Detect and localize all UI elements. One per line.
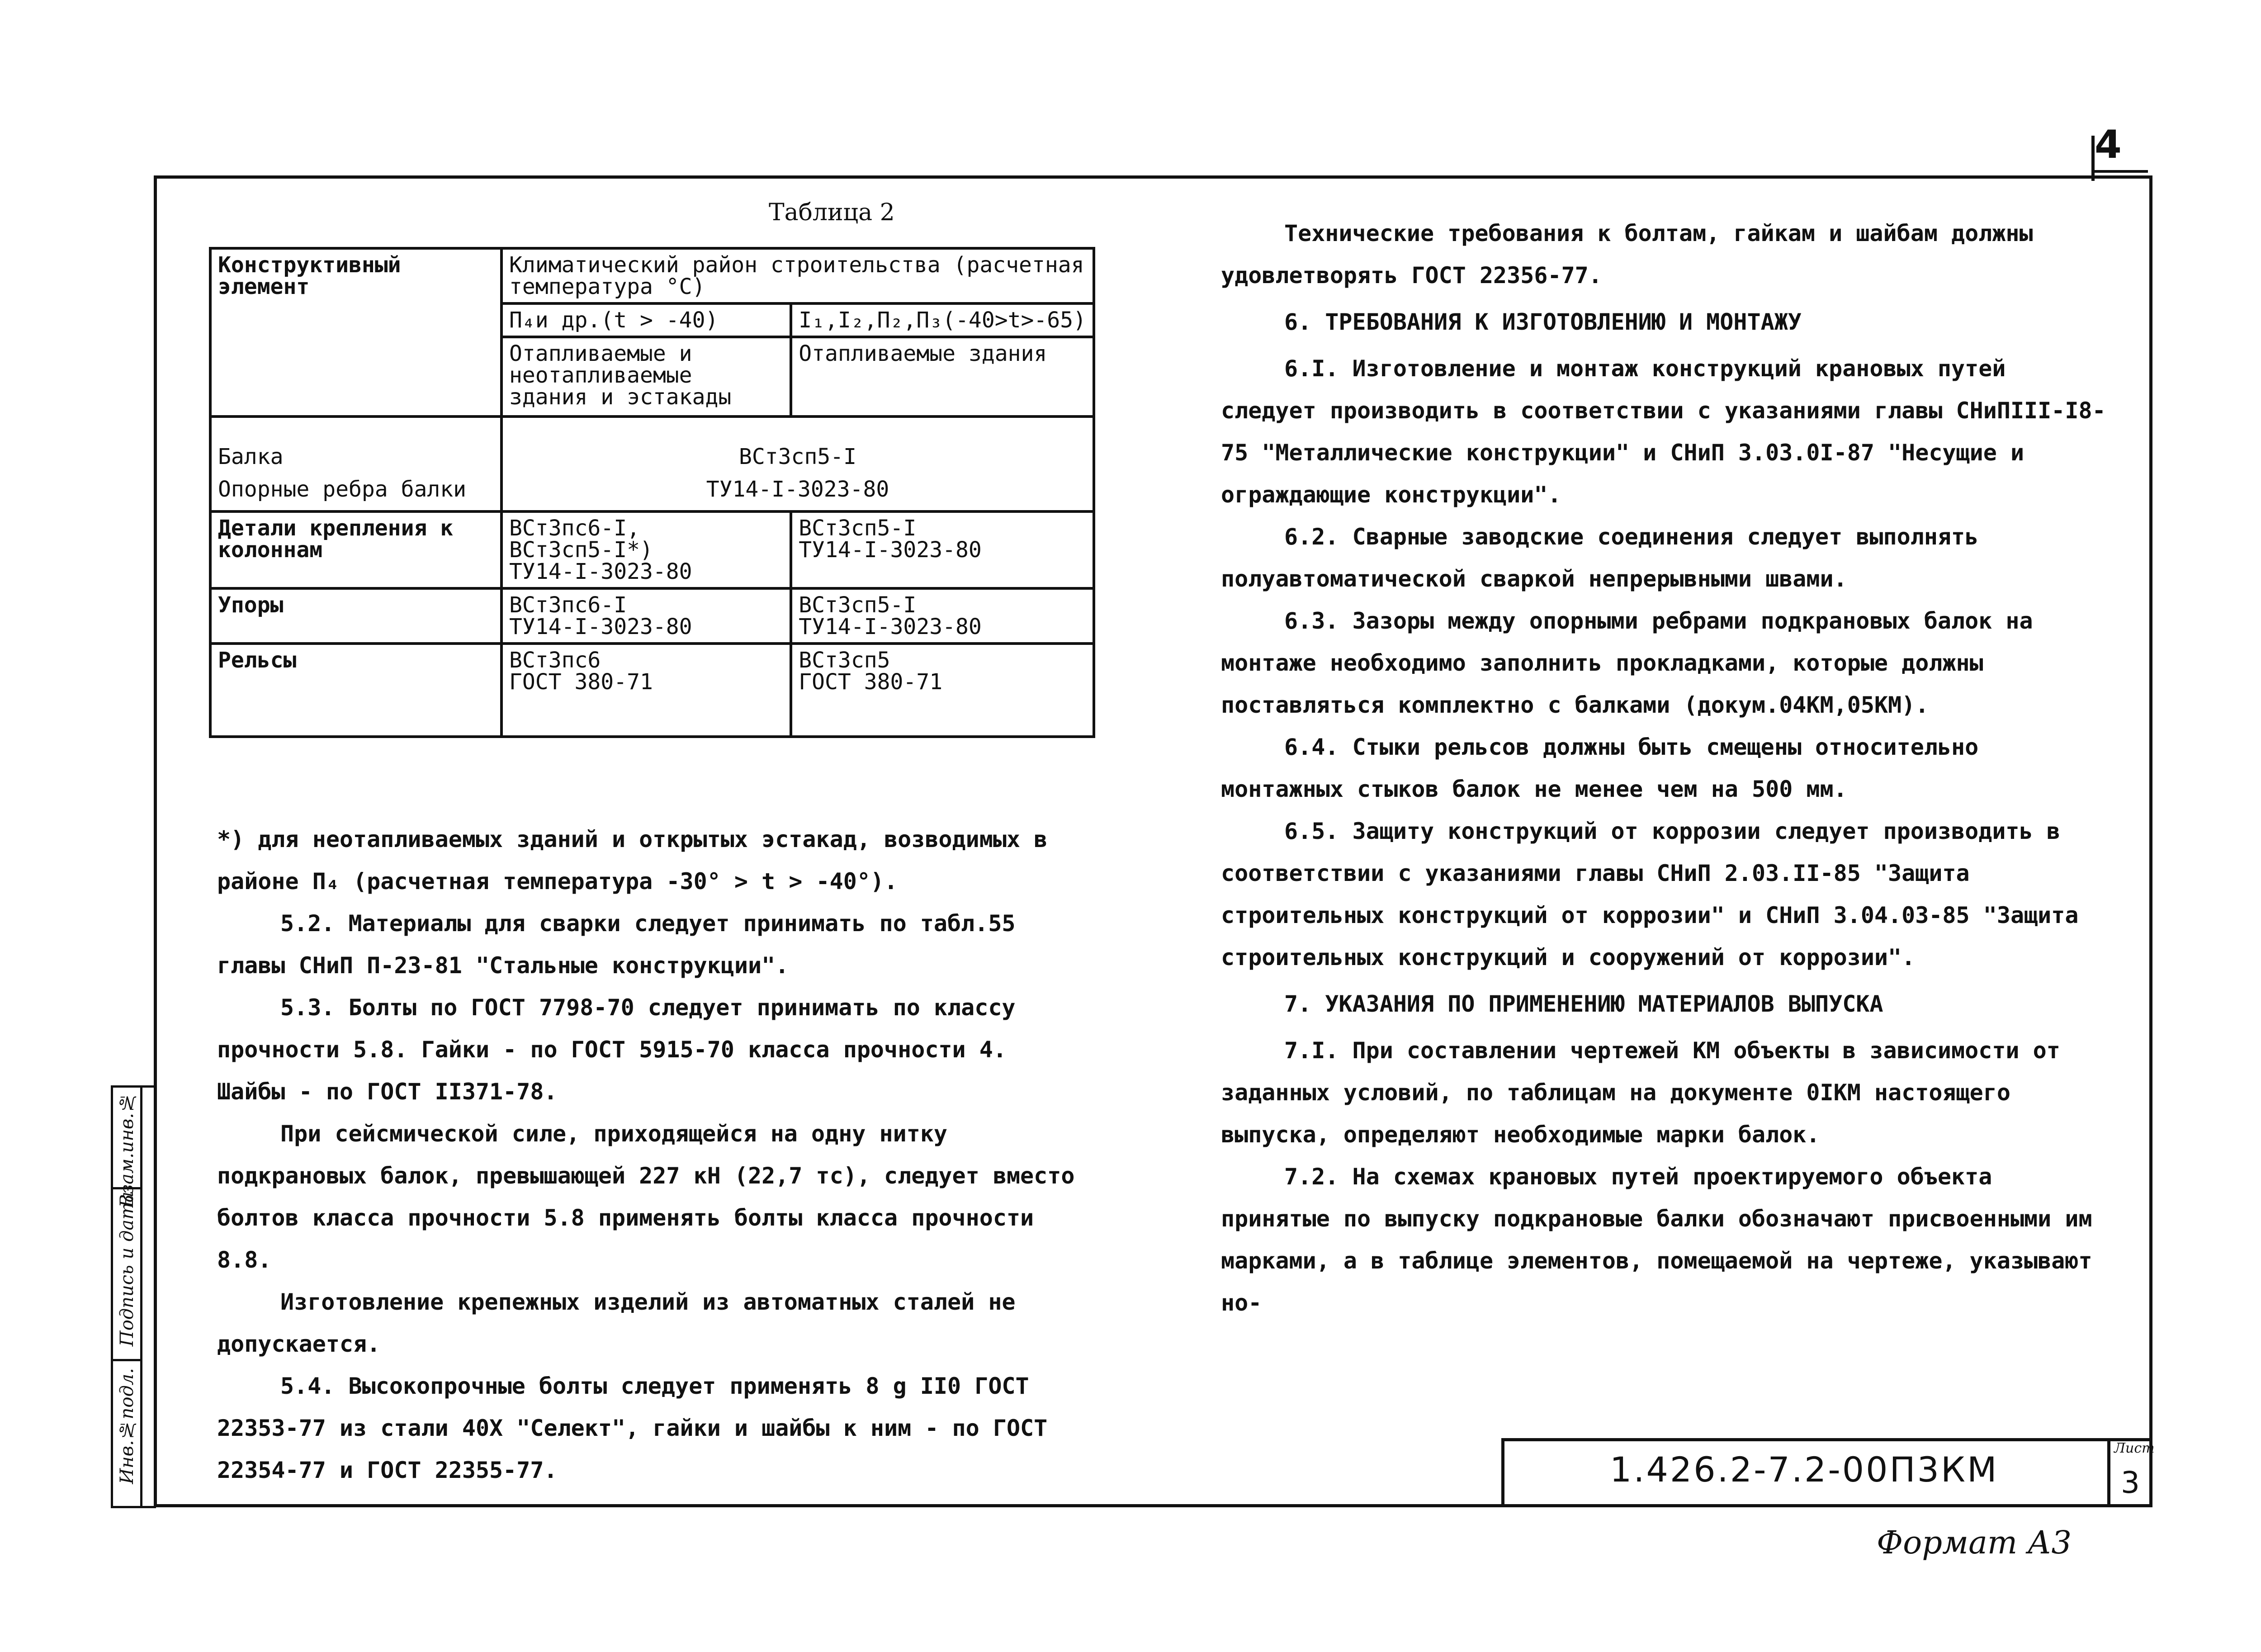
paragraph-5-4: 5.4. Высокопрочные болты следует применять 8 g II0 ГОСТ 22353-77 из стали 40Х "Селект", гайки и шайбы к ним - по ГОСТ 22354-77 и ГОСТ 22355-77. xyxy=(217,1373,1048,1483)
stamp-replacement-inventory: Взам.инв.№ xyxy=(117,1092,137,1208)
right-text-column xyxy=(1221,213,2107,1324)
stamp-signature-date: Подпись и дата xyxy=(117,1192,137,1347)
left-text-column xyxy=(217,819,1076,1491)
header-climate: Климатический район строительства (расчетная температура °С) xyxy=(501,248,1094,303)
sheet-number-top: 4 xyxy=(2095,122,2122,167)
section-6-heading: 6. ТРЕБОВАНИЯ К ИЗГОТОВЛЕНИЮ И МОНТАЖУ xyxy=(1284,309,1802,335)
format-label: Формат А3 xyxy=(1877,1524,2072,1561)
paragraph-6-4: 6.4. Стыки рельсов должны быть смещены относительно монтажных стыков балок не менее чем на 500 мм. xyxy=(1221,734,1979,802)
row-element: Балка Опорные ребра балки xyxy=(210,417,501,511)
sheet-number: 3 xyxy=(2121,1465,2140,1500)
paragraph-automatic-steel: Изготовление крепежных изделий из автоматных сталей не допускается. xyxy=(217,1289,1016,1357)
paragraph-6-5: 6.5. Защиту конструкций от коррозии следует производить в соответствии с указаниями главы СНиП 2.03.II-85 "Защита строительных конструкций от коррозии" и СНиП 3.04.03-85 "Защита строительных конструкций и сооружений от коррозии". xyxy=(1221,818,2079,970)
stamp-divider xyxy=(113,1359,140,1361)
row-element: Упоры xyxy=(210,588,501,644)
row-value: ВСт3пс6-I ТУ14-I-3023-80 xyxy=(501,588,791,644)
header-buildings-a: Отапливаемые и неотапливаемые здания и эстакады xyxy=(501,337,791,417)
row-value: ВСт3сп5 ГОСТ 380-71 xyxy=(791,644,1094,737)
paragraph-6-2: 6.2. Сварные заводские соединения следует выполнять полуавтоматической сваркой непрерывными швами. xyxy=(1221,524,1979,592)
document-code: 1.426.2-7.2-00П3КМ xyxy=(1610,1449,1999,1490)
row-element: Детали крепления к колоннам xyxy=(210,511,501,588)
paragraph-5-3: 5.3. Болты по ГОСТ 7798-70 следует принимать по классу прочности 5.8. Гайки - по ГОСТ 5915-70 класса прочности 4. Шайбы - по ГОСТ II371-78. xyxy=(217,994,1016,1105)
header-buildings-b: Отапливаемые здания xyxy=(791,337,1094,417)
row-value: ВСт3пс6 ГОСТ 380-71 xyxy=(501,644,791,737)
row-value: ВСт3сп5-I ТУ14-I-3023-80 xyxy=(791,511,1094,588)
paragraph-7-2: 7.2. На схемах крановых путей проектируемого объекта принятые по выпуску подкрановые балки обозначают присвоенными им марками, а в таблице элементов, помещаемой на чертеже, указывают но- xyxy=(1221,1164,2092,1316)
table-caption: Таблица 2 xyxy=(769,199,895,226)
table-footnote: *) для неотапливаемых зданий и открытых эстакад, возводимых в районе П₄ (расчетная температура -30° > t > -40°). xyxy=(217,826,1048,895)
paragraph-6-3: 6.3. Зазоры между опорными ребрами подкрановых балок на монтаже необходимо заполнить прокладками, которые должны поставляться комплектно с балками (докум.04КМ,05КМ). xyxy=(1221,608,2033,718)
paragraph-seismic: При сейсмической силе, приходящейся на одну нитку подкрановых балок, превышающей 227 кН (22,7 тс), следует вместо болтов класса прочности 5.8 применять болты класса прочности 8.8. xyxy=(217,1121,1075,1273)
sheet-number-underline xyxy=(2094,170,2148,173)
paragraph-7-1: 7.I. При составлении чертежей КМ объекты в зависимости от заданных условий, по таблицам на документе 0IКМ настоящего выпуска, определяют необходимые марки балок. xyxy=(1221,1037,2060,1148)
sheet-label: Лист xyxy=(2114,1440,2155,1456)
row-value: ВСт3сп5-I ТУ14-I-3023-80 xyxy=(791,588,1094,644)
row-element: Рельсы xyxy=(210,644,501,737)
paragraph-5-2: 5.2. Материалы для сварки следует принимать по табл.55 главы СНиП П-23-81 "Стальные конструкции". xyxy=(217,910,1016,979)
section-7-heading: 7. УКАЗАНИЯ ПО ПРИМЕНЕНИЮ МАТЕРИАЛОВ ВЫПУСКА xyxy=(1284,991,1883,1017)
side-stamp-margin xyxy=(142,1085,156,1508)
materials-table xyxy=(209,247,1095,738)
header-zone-b: I₁,I₂,П₂,П₃(-40>t>-65) xyxy=(791,303,1094,337)
stamp-inventory-number: Инв.№подл. xyxy=(117,1368,137,1484)
side-stamp xyxy=(111,1085,142,1508)
header-zone-a: П₄и др.(t > -40) xyxy=(501,303,791,337)
sheet-number-divider xyxy=(2091,136,2095,181)
row-value: ВСт3пс6-I, ВСт3сп5-I*) ТУ14-I-3023-80 xyxy=(501,511,791,588)
paragraph-6-1: 6.I. Изготовление и монтаж конструкций крановых путей следует производить в соответствии с указаниями главы СНиПIII-I8-75 "Металлические конструкции" и СНиП 3.03.0I-87 "Несущие и ограждающие конструкции". xyxy=(1221,355,2106,508)
paragraph-tech-requirements: Технические требования к болтам, гайкам и шайбам должны удовлетворять ГОСТ 22356-77. xyxy=(1221,220,2033,289)
row-value: ВСт3сп5-I ТУ14-I-3023-80 xyxy=(501,417,1094,511)
header-element: Конструктивный элемент xyxy=(210,248,501,417)
